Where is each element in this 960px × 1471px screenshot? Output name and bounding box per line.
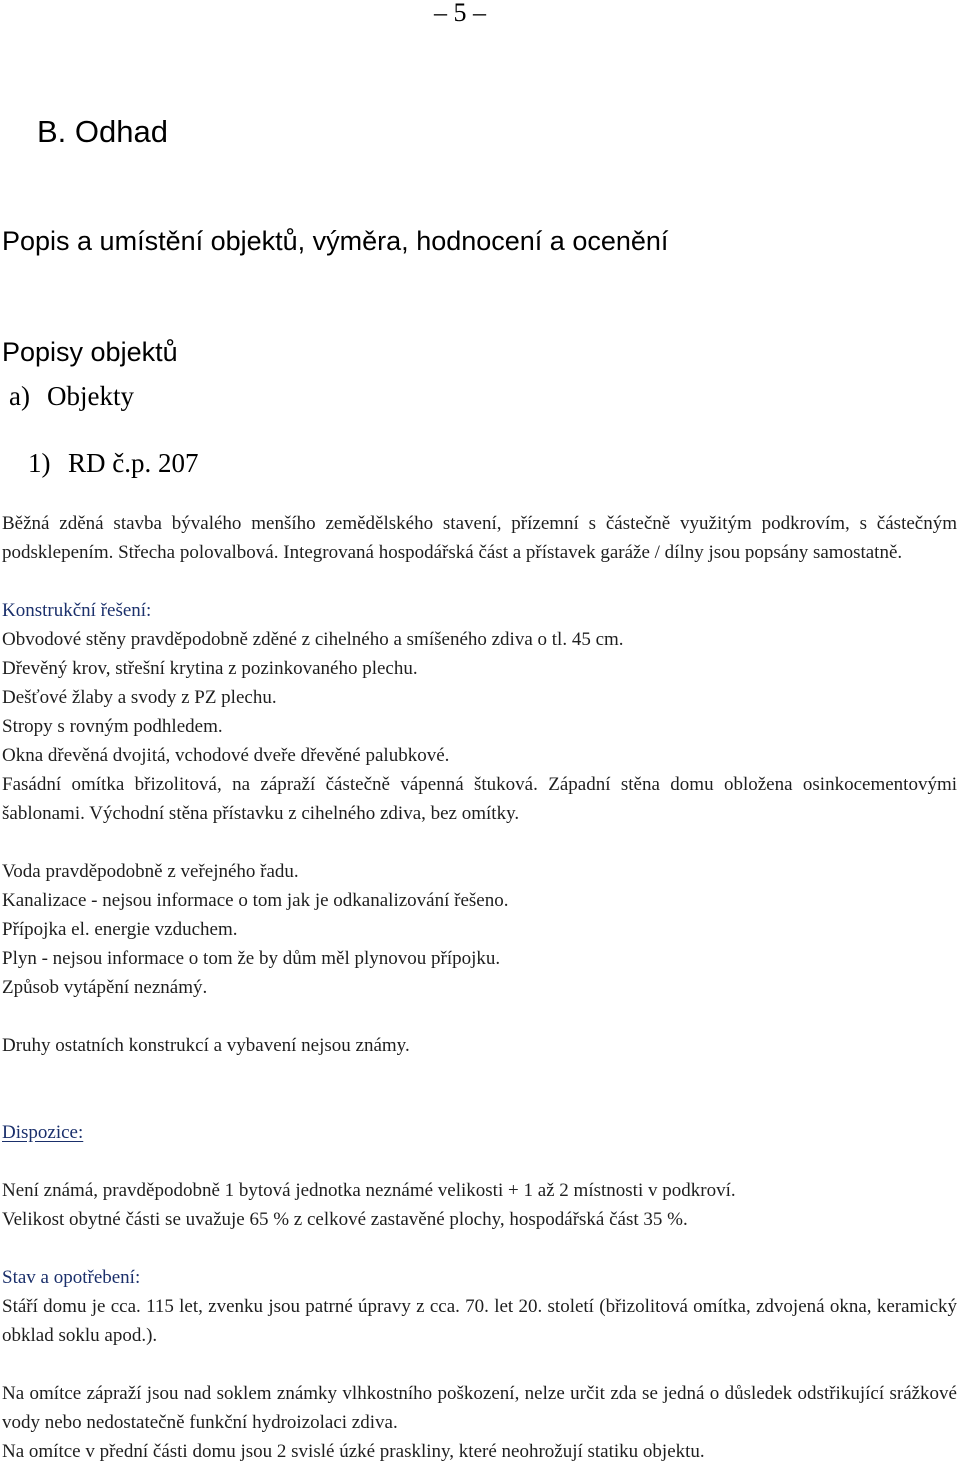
section-label: Dispozice: [2,1122,84,1143]
konstrukce-line: Dešťové žlaby a svody z PZ plechu. [2,687,277,708]
stav-paragraph: Stáří domu je cca. 115 let, zvenku jsou patrné úpravy z cca. 70. let 20. století (břizolitová omítka, zdvojená okna, keramický obklad soklu apod.). [2,1296,957,1346]
site-line: Přípojka el. energie vzduchem. [2,919,238,940]
page-number: – 5 – [434,0,486,27]
konstrukce-line: Fasádní omítka břizolitová, na zápraží částečně vápenná štuková. Západní stěna domu obložena osinkocementovými šablonami. Východní stěna přístavku z cihelného zdiva, bez omítky. [2,774,957,824]
list-item-building [28,446,199,480]
stav-label [2,1263,957,1292]
konstrukce-line: Dřevěný krov, střešní krytina z pozinkovaného plechu. [2,658,418,679]
list-marker: 1) [28,448,51,478]
section-label: Stav a opotřebení: [2,1267,141,1288]
site-line: Kanalizace - nejsou informace o tom jak je odkanalizování řešeno. [2,890,509,911]
konstrukce-label [2,596,957,625]
intro-paragraph: Běžná zděná stavba bývalého menšího zemědělského stavení, přízemní s částečně využitým podkrovím, s částečným podsklepením. Střecha polovalbová. Integrovaná hospodářská část a přístavek garáže / dílny jsou popsány samostatně. [2,513,957,563]
site-line: Plyn - nejsou informace o tom že by dům měl plynovou přípojku. [2,948,501,969]
closing-paragraph: Na omítce v přední části domu jsou 2 svislé úzké praskliny, které neohrožují statiku objektu. [2,1441,705,1462]
list-item-objects [9,379,134,413]
dispozice-label [2,1118,957,1147]
dispozice-line: Není známá, pravděpodobně 1 bytová jednotka neznámé velikosti + 1 až 2 místnosti v podkroví. [2,1180,736,1201]
subchapter-title: Popisy objektů [2,337,178,367]
closing-paragraph: Na omítce zápraží jsou nad soklem známky vlhkostního poškození, nelze určit zda se jedná o důsledek odstřikující srážkové vody nebo nedostatečně funkční hydroizolaci zdiva. [2,1383,957,1433]
section-heading: B. Odhad [37,114,168,149]
konstrukce-line: Obvodové stěny pravděpodobně zděné z cihelného a smíšeného zdiva o tl. 45 cm. [2,629,624,650]
document-body [2,509,957,1466]
konstrukce-line: Stropy s rovným podhledem. [2,716,223,737]
chapter-title: Popis a umístění objektů, výměra, hodnocení a ocenění [2,226,669,256]
site-line: Způsob vytápění neznámý. [2,977,208,998]
dispozice-line: Velikost obytné části se uvažuje 65 % z celkové zastavěné plochy, hospodářská část 35 %. [2,1209,688,1230]
list-item-label: Objekty [47,381,134,411]
list-item-label: RD č.p. 207 [68,448,199,478]
section-label: Konstrukční řešení: [2,600,152,621]
site-line: Voda pravděpodobně z veřejného řadu. [2,861,299,882]
other-line: Druhy ostatních konstrukcí a vybavení nejsou známy. [2,1035,410,1056]
konstrukce-line: Okna dřevěná dvojitá, vchodové dveře dřevěné palubkové. [2,745,450,766]
list-marker: a) [9,381,30,411]
